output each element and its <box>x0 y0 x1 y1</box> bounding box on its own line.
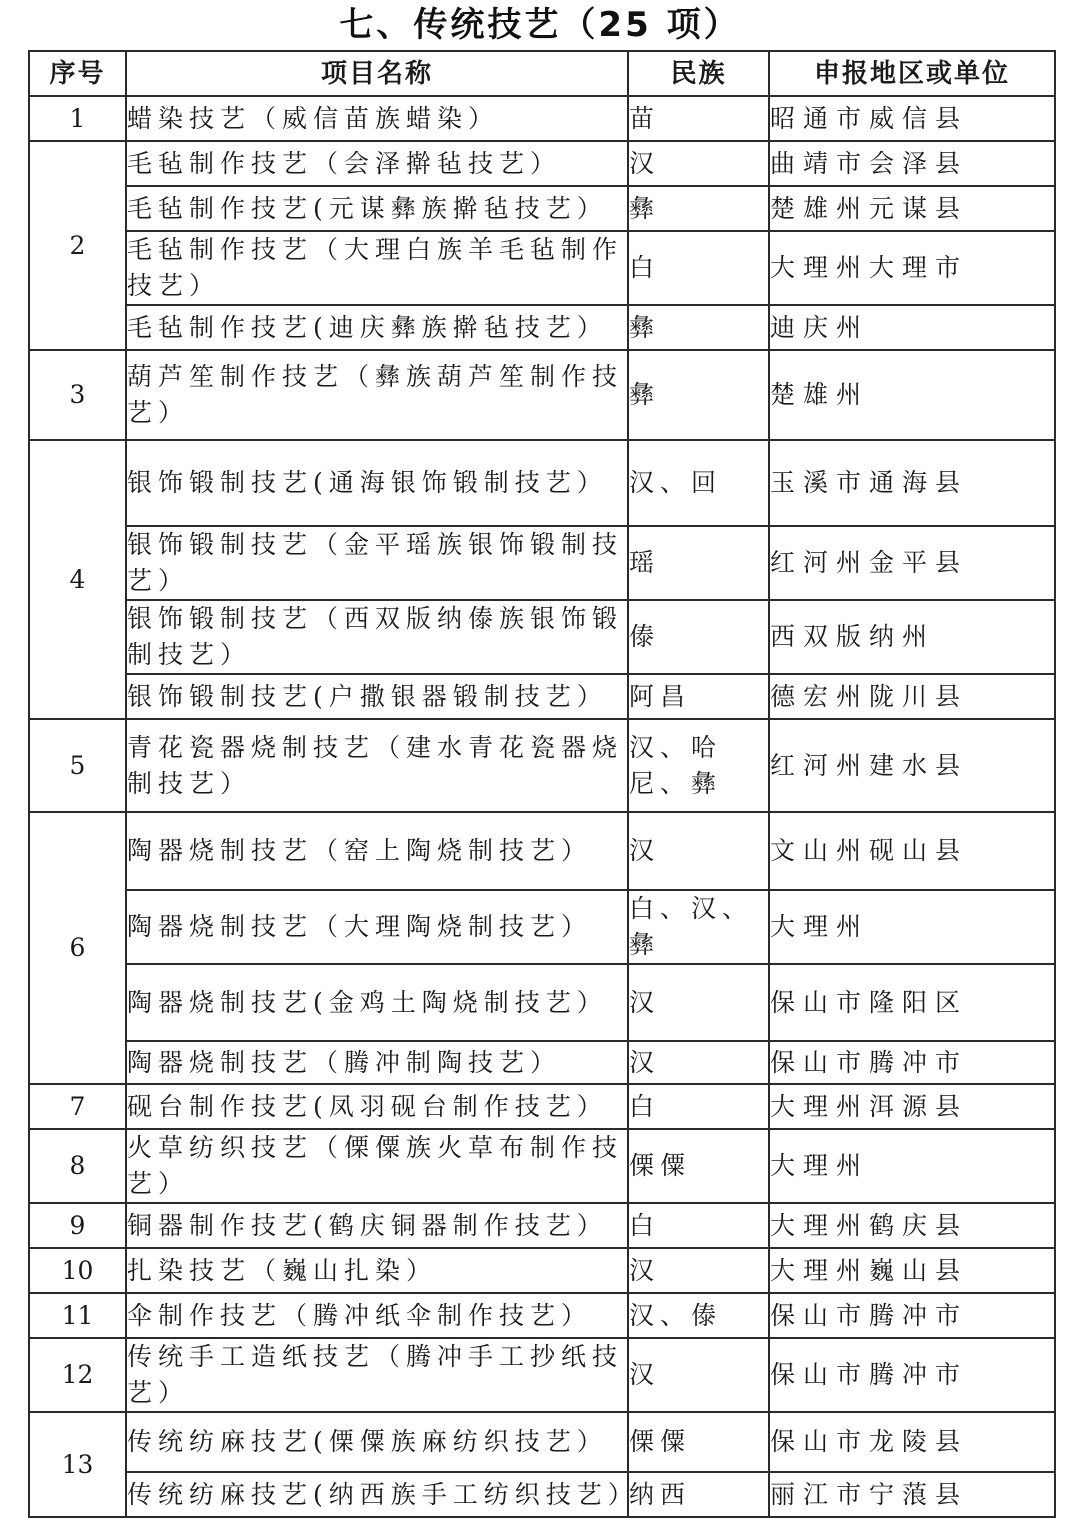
project-name: 银饰锻制技艺(户撒银器锻制技艺） <box>126 674 628 719</box>
region: 德宏州陇川县 <box>769 674 1055 719</box>
project-name: 银饰锻制技艺（西双版纳傣族银饰锻制技艺） <box>126 600 628 674</box>
region: 玉溪市通海县 <box>769 440 1055 526</box>
ethnic-group: 傣 <box>628 600 769 674</box>
ethnic-group: 汉、回 <box>628 440 769 526</box>
row-number: 9 <box>29 1203 126 1248</box>
table-row <box>29 719 1055 812</box>
table-row <box>29 674 1055 719</box>
ethnic-group: 白 <box>628 1084 769 1129</box>
header-region: 申报地区或单位 <box>769 51 1055 96</box>
project-name: 扎染技艺（巍山扎染） <box>126 1248 628 1293</box>
row-number: 7 <box>29 1084 126 1129</box>
region: 大理州巍山县 <box>769 1248 1055 1293</box>
project-name: 银饰锻制技艺(通海银饰锻制技艺） <box>126 440 628 526</box>
ethnic-group: 彝 <box>628 305 769 350</box>
table-row <box>29 231 1055 305</box>
project-name: 传统手工造纸技艺（腾冲手工抄纸技艺） <box>126 1338 628 1412</box>
project-name: 火草纺织技艺（傈僳族火草布制作技艺） <box>126 1129 628 1203</box>
region: 保山市腾冲市 <box>769 1041 1055 1084</box>
ethnic-group: 汉、傣 <box>628 1293 769 1338</box>
region: 曲靖市会泽县 <box>769 141 1055 186</box>
table-row <box>29 600 1055 674</box>
project-name: 毛毡制作技艺（大理白族羊毛毡制作技艺） <box>126 231 628 305</box>
project-name: 毛毡制作技艺(元谋彝族擀毡技艺） <box>126 186 628 231</box>
region: 楚雄州元谋县 <box>769 186 1055 231</box>
row-number: 8 <box>29 1129 126 1203</box>
table-row <box>29 1472 1055 1517</box>
row-number: 13 <box>29 1412 126 1517</box>
region: 红河州金平县 <box>769 526 1055 600</box>
row-number: 3 <box>29 350 126 440</box>
ethnic-group: 白 <box>628 231 769 305</box>
row-number: 5 <box>29 719 126 812</box>
region: 楚雄州 <box>769 350 1055 440</box>
table-row <box>29 440 1055 526</box>
project-name: 蜡染技艺（威信苗族蜡染） <box>126 96 628 141</box>
ethnic-group: 汉 <box>628 141 769 186</box>
ethnic-group: 彝 <box>628 186 769 231</box>
row-number: 12 <box>29 1338 126 1412</box>
ethnic-group: 白 <box>628 1203 769 1248</box>
ethnic-group: 阿昌 <box>628 674 769 719</box>
table-row <box>29 812 1055 890</box>
ethnic-group: 彝 <box>628 350 769 440</box>
project-name: 传统纺麻技艺(纳西族手工纺织技艺） <box>126 1472 628 1517</box>
row-number: 1 <box>29 96 126 141</box>
region: 大理州大理市 <box>769 231 1055 305</box>
table-row <box>29 526 1055 600</box>
project-name: 陶器烧制技艺（窑上陶烧制技艺） <box>126 812 628 890</box>
project-name: 毛毡制作技艺（会泽擀毡技艺） <box>126 141 628 186</box>
region: 大理州洱源县 <box>769 1084 1055 1129</box>
region: 大理州 <box>769 890 1055 964</box>
header-no: 序号 <box>29 51 126 96</box>
project-name: 伞制作技艺（腾冲纸伞制作技艺） <box>126 1293 628 1338</box>
row-number: 2 <box>29 141 126 350</box>
table-row <box>29 1084 1055 1129</box>
table-row <box>29 1203 1055 1248</box>
row-number: 4 <box>29 440 126 719</box>
ethnic-group: 傈僳 <box>628 1412 769 1472</box>
table-row <box>29 1293 1055 1338</box>
project-name: 葫芦笙制作技艺（彝族葫芦笙制作技艺） <box>126 350 628 440</box>
ethnic-group: 汉 <box>628 964 769 1041</box>
row-number: 10 <box>29 1248 126 1293</box>
row-number: 11 <box>29 1293 126 1338</box>
ethnic-group: 汉 <box>628 1338 769 1412</box>
table-header-row <box>29 51 1055 96</box>
heritage-table <box>28 50 1056 1518</box>
region: 红河州建水县 <box>769 719 1055 812</box>
document-title: 七、传统技艺（25 项） <box>339 5 741 45</box>
region: 大理州鹤庆县 <box>769 1203 1055 1248</box>
header-ethnic: 民族 <box>628 51 769 96</box>
project-name: 陶器烧制技艺（大理陶烧制技艺） <box>126 890 628 964</box>
ethnic-group: 纳西 <box>628 1472 769 1517</box>
ethnic-group: 汉 <box>628 1248 769 1293</box>
table-row <box>29 1129 1055 1203</box>
project-name: 铜器制作技艺(鹤庆铜器制作技艺） <box>126 1203 628 1248</box>
region: 保山市腾冲市 <box>769 1293 1055 1338</box>
header-name: 项目名称 <box>126 51 628 96</box>
project-name: 毛毡制作技艺(迪庆彝族擀毡技艺） <box>126 305 628 350</box>
project-name: 陶器烧制技艺（腾冲制陶技艺） <box>126 1041 628 1084</box>
table-row <box>29 350 1055 440</box>
ethnic-group: 汉、哈尼、彝 <box>628 719 769 812</box>
project-name: 银饰锻制技艺（金平瑶族银饰锻制技艺） <box>126 526 628 600</box>
row-number: 6 <box>29 812 126 1084</box>
region: 保山市腾冲市 <box>769 1338 1055 1412</box>
table-row <box>29 96 1055 141</box>
project-name: 砚台制作技艺(凤羽砚台制作技艺） <box>126 1084 628 1129</box>
project-name: 陶器烧制技艺(金鸡土陶烧制技艺） <box>126 964 628 1041</box>
region: 保山市隆阳区 <box>769 964 1055 1041</box>
region: 大理州 <box>769 1129 1055 1203</box>
project-name: 青花瓷器烧制技艺（建水青花瓷器烧制技艺） <box>126 719 628 812</box>
table-row <box>29 964 1055 1041</box>
region: 文山州砚山县 <box>769 812 1055 890</box>
region: 昭通市威信县 <box>769 96 1055 141</box>
table-row <box>29 890 1055 964</box>
table-row <box>29 141 1055 186</box>
region: 西双版纳州 <box>769 600 1055 674</box>
table-row <box>29 305 1055 350</box>
ethnic-group: 瑶 <box>628 526 769 600</box>
project-name: 传统纺麻技艺(傈僳族麻纺织技艺） <box>126 1412 628 1472</box>
region: 保山市龙陵县 <box>769 1412 1055 1472</box>
ethnic-group: 傈僳 <box>628 1129 769 1203</box>
region: 丽江市宁蒗县 <box>769 1472 1055 1517</box>
ethnic-group: 苗 <box>628 96 769 141</box>
table-row <box>29 1338 1055 1412</box>
table-row <box>29 1412 1055 1472</box>
region: 迪庆州 <box>769 305 1055 350</box>
table-row <box>29 1248 1055 1293</box>
ethnic-group: 汉 <box>628 1041 769 1084</box>
table-row <box>29 1041 1055 1084</box>
ethnic-group: 汉 <box>628 812 769 890</box>
table-row <box>29 186 1055 231</box>
ethnic-group: 白、汉、彝 <box>628 890 769 964</box>
